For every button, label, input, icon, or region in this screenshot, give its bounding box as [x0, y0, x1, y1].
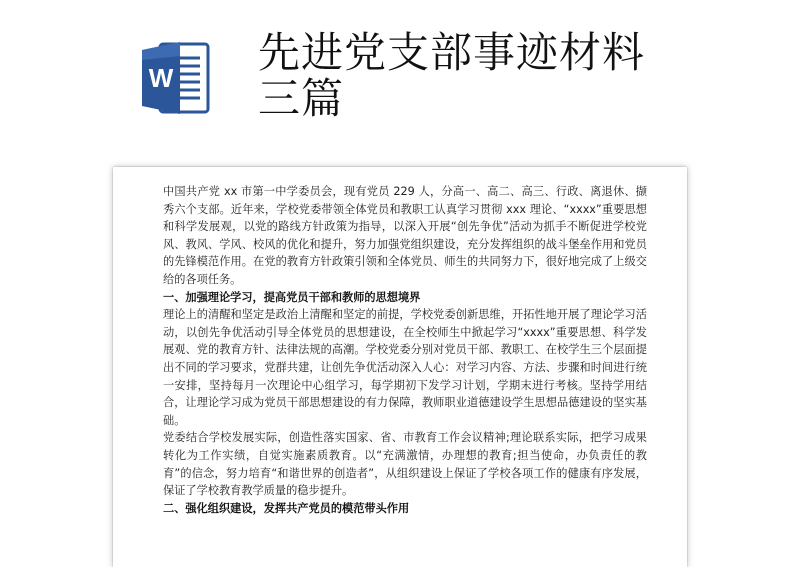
- document-body: [163, 183, 647, 517]
- paragraph-theory-study: 理论上的清醒和坚定是政治上清醒和坚定的前提，学校党委创新思维，开拓性地开展了理论学习活动，以创先争优活动引导全体党员的思想建设，在全校师生中掀起学习“xxxx”重要思想、科学发展观、党的教育方针、法律法规的高潮。学校党委分别对党员干部、教职工、在校学生三个层面提出不同的学习要求，党群共建，让创先争优活动深入人心：对学习内容、方法、步骤和时间进行统一安排，坚持每月一次理论中心组学习，每学期初下发学习计划，学期末进行考核。坚持学用结合，让理论学习成为党员干部思想建设的有力保障，教师职业道德建设学生思想品德建设的坚实基础。: [163, 308, 647, 427]
- section-heading-1: 一、加强理论学习，提高党员干部和教师的思想境界: [163, 290, 421, 304]
- document-title: [258, 30, 778, 122]
- paragraph-practice: 党委结合学校发展实际，创造性落实国家、省、市教育工作会议精神;理论联系实际，把学习成果转化为工作实绩，自觉实施素质教育。以“充满激情，办理想的教育;担当使命，办负责任的教育”的信念，努力培育“和谐世界的创造者”，从组织建设上保证了学校各项工作的健康有序发展，保证了学校教育教学质量的稳步提升。: [163, 431, 647, 498]
- paragraph-intro: 中国共产党 xx 市第一中学委员会，现有党员 229 人，分高一、高二、高三、行政、离退休、撷秀六个支部。近年来，学校党委带领全体党员和教职工认真学习贯彻 xxx 理论、“xxxx”重要思想和科学发展观，以党的路线方针政策为指导，以深入开展“创先争优”活动为抓手不断促进学校党风、教风、学风、校风的优化和提升，努力加强党组织建设，充分发挥组织的战斗堡垒作用和党员的先锋模范作用。在党的教育方针政策引领和全体党员、师生的共同努力下，很好地完成了上级交给的各项任务。: [163, 185, 647, 286]
- document-title-line-1: 先进党支部事迹材料: [258, 28, 646, 77]
- section-heading-2: 二、强化组织建设，发挥共产党员的模范带头作用: [163, 501, 410, 515]
- word-icon-letter: W: [148, 63, 174, 93]
- document-page: [113, 167, 687, 567]
- word-icon: [140, 36, 210, 120]
- document-title-line-2: 三篇: [258, 74, 345, 123]
